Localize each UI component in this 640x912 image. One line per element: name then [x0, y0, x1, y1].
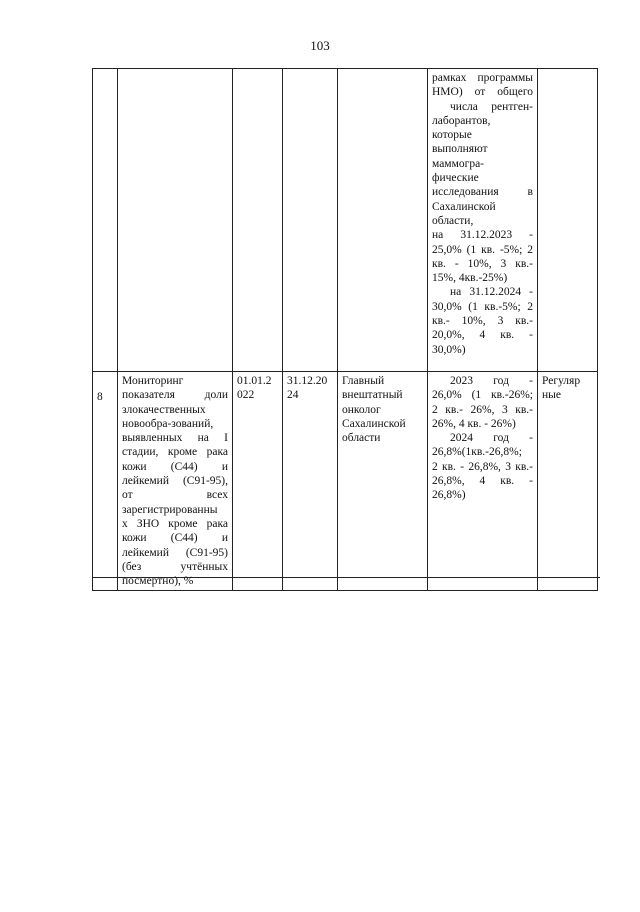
text-line: х ЗНО кроме рака: [122, 517, 228, 530]
text-line: выполняют: [432, 143, 488, 156]
cell-start-cont: [233, 69, 283, 372]
text-line: 2024 год -: [450, 432, 533, 445]
cell-end-date: [283, 372, 338, 591]
text-line: исследования в: [432, 186, 533, 199]
text-line: 30,0% (1 кв.-5%; 2: [432, 300, 533, 313]
text-line: зарегистрированны: [122, 503, 218, 516]
cell-num: 8: [93, 372, 118, 591]
text-line: 24: [287, 389, 299, 402]
text-line: злокачественных: [122, 403, 206, 416]
text-line: 01.01.2: [237, 375, 272, 387]
cell-end-cont: [283, 69, 338, 372]
text-line: выявленных на I: [122, 432, 228, 445]
text-line: стадии, кроме рака: [122, 446, 228, 459]
text-line: 30,0%): [432, 343, 466, 356]
text-line: Регуляр: [542, 375, 581, 387]
text-line: рамках программы: [432, 72, 533, 84]
table-bottom-rule: [92, 577, 600, 578]
text-line: области,: [432, 214, 474, 227]
cell-num-cont: [93, 69, 118, 372]
text-line: Мониторинг: [122, 375, 184, 387]
text-line: лейкемий (С91-95): [122, 546, 228, 559]
cell-name: [118, 372, 233, 591]
text-line: посмертно), %: [122, 575, 194, 588]
text-line: 20,0%, 4 кв. -: [432, 329, 533, 342]
cell-indicator: [428, 372, 538, 591]
table-row-8: [93, 372, 598, 591]
text-line: 2 кв. - 26,8%, 3 кв.-: [432, 460, 533, 473]
text-line: 2023 год -: [450, 375, 533, 387]
text-line: кожи (С44) и: [122, 460, 228, 473]
text-line: кв.- 10%, 3 кв.-: [432, 315, 533, 328]
cell-resp-cont: [338, 69, 428, 372]
text-line: лаборантов,: [432, 114, 491, 127]
text-line: 26,8%, 4 кв. -: [432, 475, 533, 488]
text-line: области: [342, 432, 381, 445]
text-line: 31.12.20: [287, 375, 328, 387]
cell-responsible: [338, 372, 428, 591]
text-line: 25,0% (1 кв. -5%; 2: [432, 243, 533, 256]
text-line: на 31.12.2023 -: [432, 229, 533, 242]
text-line: НМО) от общего: [432, 86, 533, 99]
text-line: 022: [237, 389, 255, 402]
text-line: 26,8%): [432, 489, 466, 502]
text-line: онколог: [342, 403, 381, 416]
text-line: от всех: [122, 489, 228, 502]
text-line: фические: [432, 172, 479, 185]
text-line: числа рентген-: [450, 100, 533, 113]
text-line: показателя доли: [122, 389, 228, 402]
text-line: кожи (С44) и: [122, 532, 228, 545]
cell-period-cont: [538, 69, 598, 372]
text-line: ные: [542, 389, 561, 402]
cell-periodicity: [538, 372, 598, 591]
cell-name-cont: [118, 69, 233, 372]
text-line: лейкемий (С91-95),: [122, 475, 228, 488]
text-line: новообра-зований,: [122, 417, 214, 430]
text-line: маммогра-: [432, 157, 485, 170]
page-number: 103: [310, 38, 330, 53]
measures-table: [92, 68, 598, 591]
text-line: 26,0% (1 кв.-26%;: [432, 389, 533, 402]
text-line: кв. - 10%, 3 кв.-: [432, 257, 533, 270]
text-line: Сахалинской: [432, 200, 496, 213]
text-line: (без учтённых: [122, 560, 228, 573]
cell-start-date: [233, 372, 283, 591]
text-line: внештатный: [342, 389, 403, 402]
text-line: на 31.12.2024 -: [450, 286, 533, 299]
text-line: 26%, 4 кв. - 26%): [432, 417, 516, 430]
text-line: Сахалинской: [342, 417, 406, 430]
text-line: которые: [432, 129, 472, 142]
text-line: 26,8%(1кв.-26,8%;: [432, 446, 522, 459]
cell-indicator-cont: [428, 69, 538, 372]
text-line: Главный: [342, 375, 385, 387]
text-line: 15%, 4кв.-25%): [432, 272, 508, 285]
table-row-continuation: [93, 69, 598, 372]
text-line: 2 кв.- 26%, 3 кв.-: [432, 403, 533, 416]
